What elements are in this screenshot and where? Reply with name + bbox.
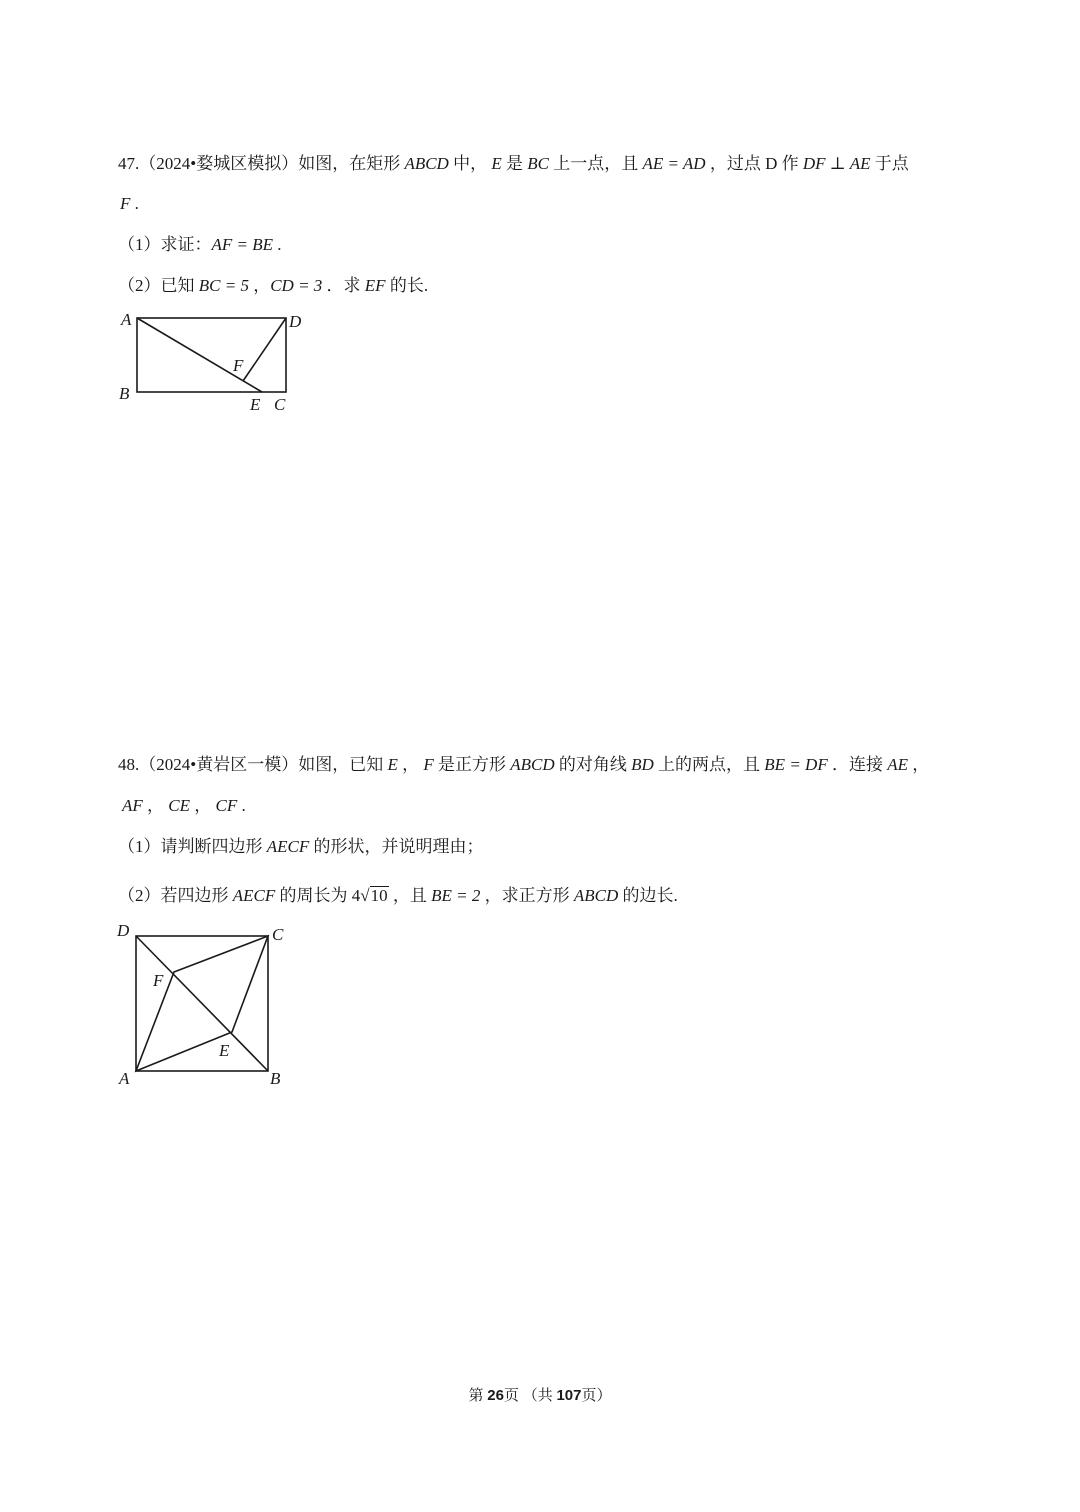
math: ABCD — [404, 154, 449, 173]
text: ，且 — [388, 886, 432, 905]
total-page-count: 107 — [556, 1387, 582, 1404]
math: AECF — [266, 837, 310, 856]
text: 于点 — [870, 154, 909, 173]
text: ， — [190, 796, 216, 815]
math: BC = 5 — [198, 276, 249, 295]
math: BE = 2 — [431, 886, 481, 905]
math: AF — [122, 796, 143, 815]
text: 的周长为 — [275, 886, 352, 905]
text: 页 （共 — [503, 1388, 557, 1404]
text: ，过点 D 作 — [705, 154, 803, 173]
problem-number: 47. — [118, 154, 140, 173]
text: 的形状，并说明理由； — [309, 837, 484, 856]
text: （2）已知 — [118, 276, 199, 295]
problem-source: （2024•婺城区模拟） — [139, 154, 299, 173]
current-page-number: 26 — [487, 1387, 504, 1404]
math: AECF — [232, 886, 276, 905]
math: 4 — [351, 886, 361, 905]
text: 如图，已知 — [298, 755, 388, 774]
diagonal-bd — [136, 936, 268, 1071]
math: DF ⊥ AE — [802, 154, 871, 173]
point-label-f: F — [153, 971, 164, 990]
text: 上的两点，且 — [653, 755, 765, 774]
math: EF — [364, 276, 386, 295]
text: 的对角线 — [554, 755, 632, 774]
text: 是正方形 — [433, 755, 511, 774]
vertex-label-c: C — [274, 395, 286, 414]
text: ， — [142, 796, 169, 815]
text: ， — [907, 755, 930, 774]
math: BC — [527, 154, 549, 173]
text: 的长. — [385, 276, 429, 295]
text: 第 — [468, 1388, 488, 1404]
vertex-label-b: B — [270, 1069, 281, 1088]
text: ．求 — [322, 276, 365, 295]
text: ．连接 — [827, 755, 888, 774]
vertex-label-a: A — [121, 310, 132, 329]
text: （1）请判断四边形 — [118, 837, 267, 856]
vertex-label-d: D — [289, 312, 302, 331]
problem-source: （2024•黄岩区一模） — [139, 755, 299, 774]
math: CD = 3 — [270, 276, 323, 295]
math: F — [120, 194, 131, 213]
math: ABCD — [510, 755, 555, 774]
text: 页） — [581, 1388, 612, 1404]
math: CE — [168, 796, 191, 815]
text: 如图，在矩形 — [298, 154, 405, 173]
text: （1）求证： — [118, 235, 212, 254]
text: . — [237, 796, 246, 815]
math: AE = AD — [642, 154, 706, 173]
math: E — [387, 755, 398, 774]
math: BD — [631, 755, 654, 774]
radicand: 10 — [370, 886, 388, 905]
math: ABCD — [573, 886, 619, 905]
text: 上一点，且 — [548, 154, 643, 173]
point-label-e: E — [250, 395, 261, 414]
problem-number: 48. — [118, 755, 140, 774]
text: . — [130, 194, 139, 213]
vertex-label-d: D — [117, 921, 130, 940]
vertex-label-a: A — [119, 1069, 130, 1088]
point-label-f: F — [233, 356, 244, 375]
math: AE — [887, 755, 908, 774]
text: ， — [397, 755, 424, 774]
vertex-label-b: B — [119, 384, 130, 403]
sqrt-icon: √ — [360, 886, 370, 905]
math: CF — [215, 796, 238, 815]
vertex-label-c: C — [272, 925, 284, 944]
math: AF = BE — [211, 235, 274, 254]
text: 是 — [501, 154, 528, 173]
math: BE = DF — [764, 755, 828, 774]
math: E — [491, 154, 502, 173]
math: F — [423, 755, 434, 774]
point-label-e: E — [219, 1041, 230, 1060]
text: 的边长. — [618, 886, 678, 905]
text: 中， — [448, 154, 492, 173]
page-footer — [0, 1384, 1080, 1405]
text: ， — [248, 276, 271, 295]
text: （2）若四边形 — [118, 886, 233, 905]
text: ，求正方形 — [480, 886, 574, 905]
text: . — [273, 235, 282, 254]
